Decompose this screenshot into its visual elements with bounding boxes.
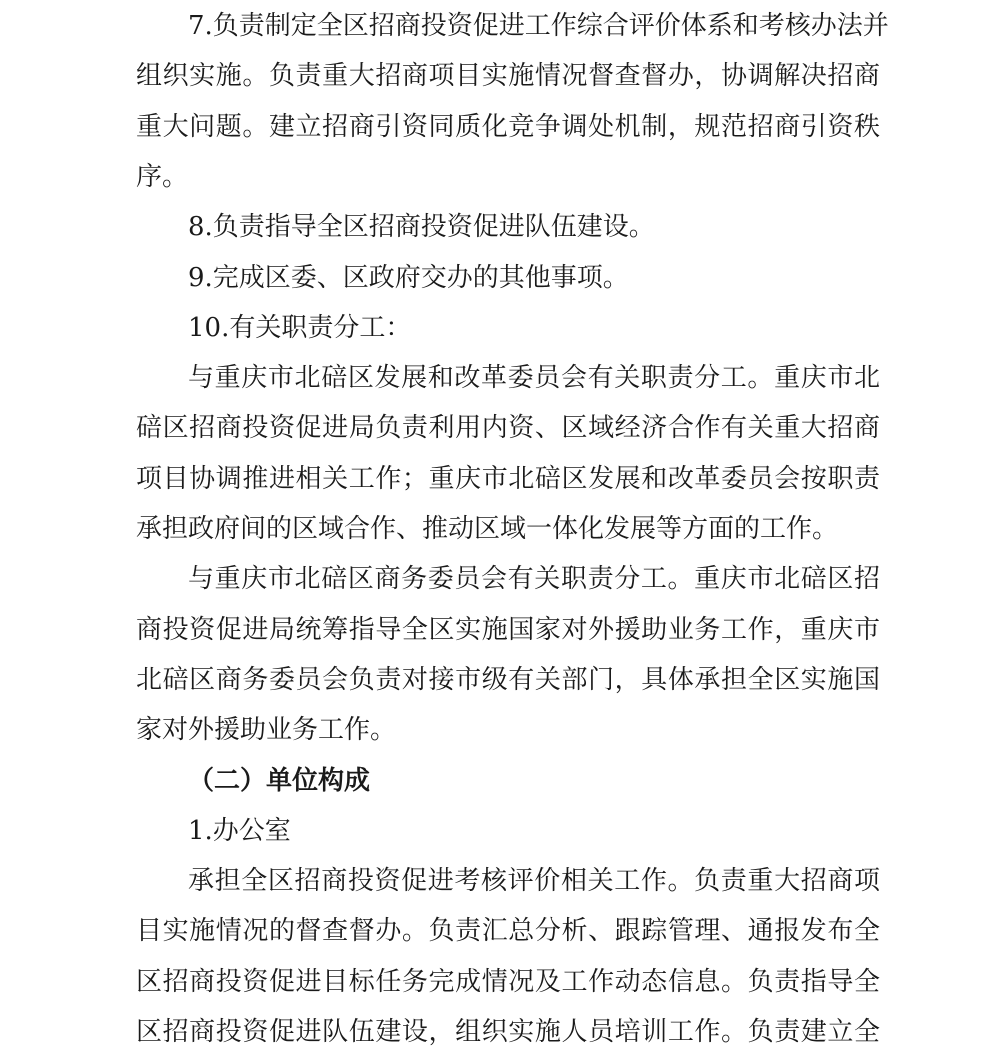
text-line: 7.负责制定全区招商投资促进工作综合评价体系和考核办法并 — [188, 11, 889, 41]
text-line: 组织实施。负责重大招商项目实施情况督查督办，协调解决招商 — [136, 61, 880, 92]
text-line: 目实施情况的督查督办。负责汇总分析、跟踪管理、通报发布全 — [136, 916, 880, 947]
text-line: 8.负责指导全区招商投资促进队伍建设。 — [188, 212, 655, 243]
text-line: 重大问题。建立招商引资同质化竞争调处机制，规范招商引资秩 — [136, 111, 880, 142]
text-line: 商投资促进局统筹指导全区实施国家对外援助业务工作，重庆市 — [136, 614, 880, 645]
text-line: 承担全区招商投资促进考核评价相关工作。负责重大招商项 — [188, 866, 880, 897]
text-line: 区招商投资促进队伍建设，组织实施人员培训工作。负责建立全 — [136, 1017, 880, 1047]
text-line: 1.办公室 — [188, 815, 291, 846]
text-line: 北碚区商务委员会负责对接市级有关部门，具体承担全区实施国 — [136, 664, 880, 695]
section-heading: （二）单位构成 — [188, 765, 371, 796]
text-line: 序。 — [136, 161, 189, 192]
text-line: 碚区招商投资促进局负责利用内资、区域经济合作有关重大招商 — [136, 413, 880, 444]
text-line: 与重庆市北碚区商务委员会有关职责分工。重庆市北碚区招 — [188, 564, 880, 595]
text-line: 10.有关职责分工： — [188, 312, 412, 343]
text-line: 与重庆市北碚区发展和改革委员会有关职责分工。重庆市北 — [188, 363, 880, 394]
text-line: 项目协调推进相关工作；重庆市北碚区发展和改革委员会按职责 — [136, 463, 880, 494]
text-line: 9.完成区委、区政府交办的其他事项。 — [188, 262, 629, 293]
text-line: 家对外援助业务工作。 — [136, 715, 397, 746]
text-line: 区招商投资促进目标任务完成情况及工作动态信息。负责指导全 — [136, 966, 880, 997]
text-line: 承担政府间的区域合作、推动区域一体化发展等方面的工作。 — [136, 514, 839, 544]
